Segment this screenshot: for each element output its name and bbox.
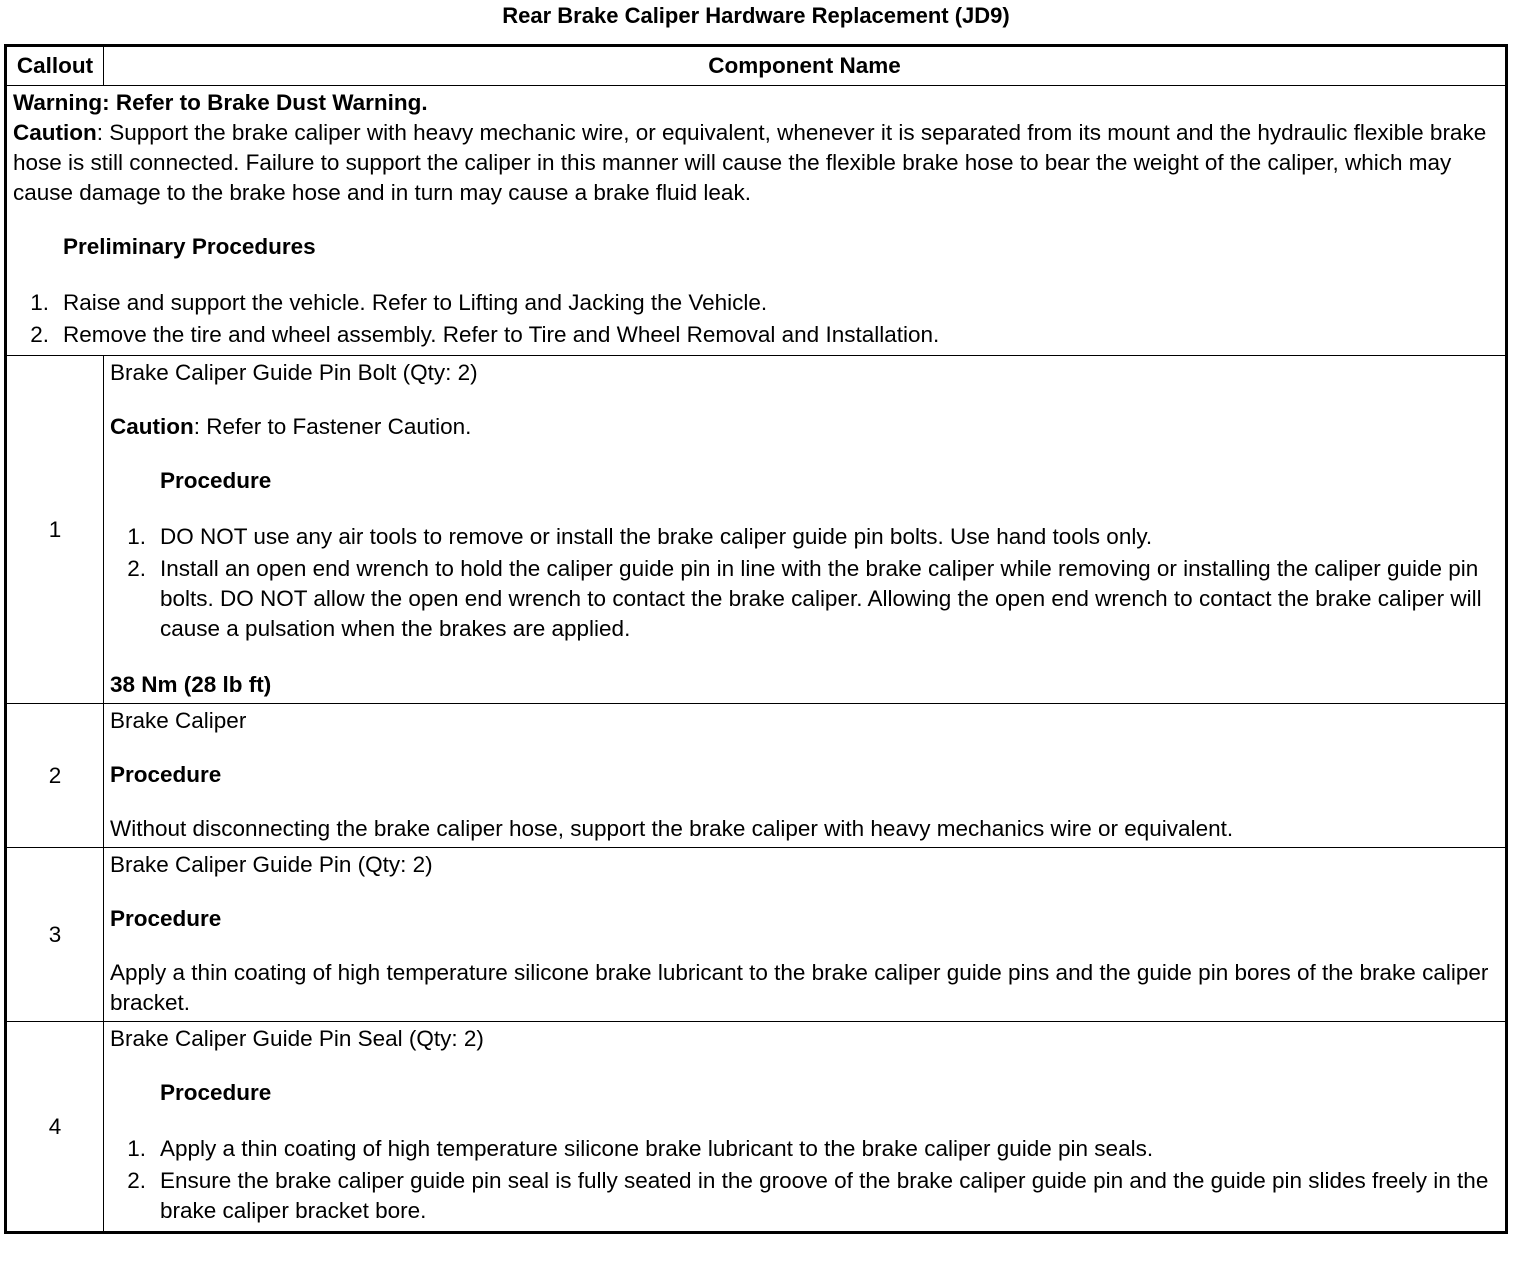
dust-warning: Warning: Refer to Brake Dust Warning.	[13, 90, 428, 115]
list-item: 1. Apply a thin coating of high temperature silicone brake lubricant to the brake caliper guide pin seals.	[127, 1136, 1154, 1161]
component-name: Brake Caliper Guide Pin Bolt (Qty: 2)	[110, 360, 478, 385]
callout-number: 2	[6, 704, 104, 848]
list-item: 2. Ensure the brake caliper guide pin seal is fully seated in the groove of the brake caliper guide pin and the guide pin slides freely in the brake caliper bracket bore.	[127, 1168, 1489, 1223]
callout-number: 1	[6, 356, 104, 704]
caution-text: : Support the brake caliper with heavy mechanic wire, or equivalent, whenever it is separated from its mount and the hydraulic flexible brake hose is still connected. Failure to support the caliper in this manner will cause the flexible brake hose to bear the weight of the caliper, which may cause damage to the brake hose and in turn may cause a brake fluid leak.	[13, 120, 1487, 205]
list-item: 1. Raise and support the vehicle. Refer to Lifting and Jacking the Vehicle.	[30, 290, 768, 315]
procedure-heading: Procedure	[110, 906, 222, 931]
preamble-cell	[6, 86, 1507, 356]
procedure-text: Without disconnecting the brake caliper hose, support the brake caliper with heavy mechanics wire or equivalent.	[110, 816, 1234, 841]
list-item: 1. DO NOT use any air tools to remove or install the brake caliper guide pin bolts. Use hand tools only.	[127, 524, 1153, 549]
procedure-heading: Procedure	[160, 468, 272, 493]
component-cell	[104, 848, 1507, 1022]
preliminary-steps	[13, 288, 1499, 350]
table-header-row	[6, 46, 1507, 86]
list-item: 2. Remove the tire and wheel assembly. Refer to Tire and Wheel Removal and Installation.	[30, 322, 940, 347]
component-name-header: Component Name	[104, 46, 1507, 86]
page-title: Rear Brake Caliper Hardware Replacement (JD9)	[502, 3, 1010, 28]
torque-spec: 38 Nm (28 lb ft)	[110, 672, 272, 697]
component-cell	[104, 704, 1507, 848]
caliper-caution	[13, 118, 1499, 208]
component-cell	[104, 1022, 1507, 1233]
component-name: Brake Caliper Guide Pin Seal (Qty: 2)	[110, 1026, 484, 1051]
callout-header: Callout	[6, 46, 104, 86]
table-row	[6, 356, 1507, 704]
caution-label: Caution	[13, 120, 97, 145]
component-name: Brake Caliper Guide Pin (Qty: 2)	[110, 852, 433, 877]
preamble-row	[6, 86, 1507, 356]
table-row	[6, 1022, 1507, 1233]
procedure-heading: Procedure	[160, 1080, 272, 1105]
procedure-steps	[110, 522, 1499, 644]
caution-label: Caution	[110, 414, 194, 439]
list-item: 2. Install an open end wrench to hold the caliper guide pin in line with the brake caliper while removing or installing the caliper guide pin bolts. DO NOT allow the open end wrench to contact the brake caliper. Allowing the open end wrench to contact the brake caliper will cause a pulsation when the brakes are applied.	[127, 556, 1482, 641]
table-row	[6, 848, 1507, 1022]
table-row	[6, 704, 1507, 848]
callout-number: 3	[6, 848, 104, 1022]
component-cell	[104, 356, 1507, 704]
procedure-heading: Procedure	[110, 762, 222, 787]
component-name: Brake Caliper	[110, 708, 247, 733]
caution-text: : Refer to Fastener Caution.	[193, 414, 472, 439]
callout-number: 4	[6, 1022, 104, 1233]
fastener-caution	[110, 412, 1499, 442]
procedure-steps	[110, 1134, 1499, 1226]
procedure-table	[4, 44, 1508, 1234]
preliminary-heading: Preliminary Procedures	[63, 234, 316, 259]
procedure-text: Apply a thin coating of high temperature silicone brake lubricant to the brake caliper guide pins and the guide pin bores of the brake caliper bracket.	[110, 960, 1489, 1015]
